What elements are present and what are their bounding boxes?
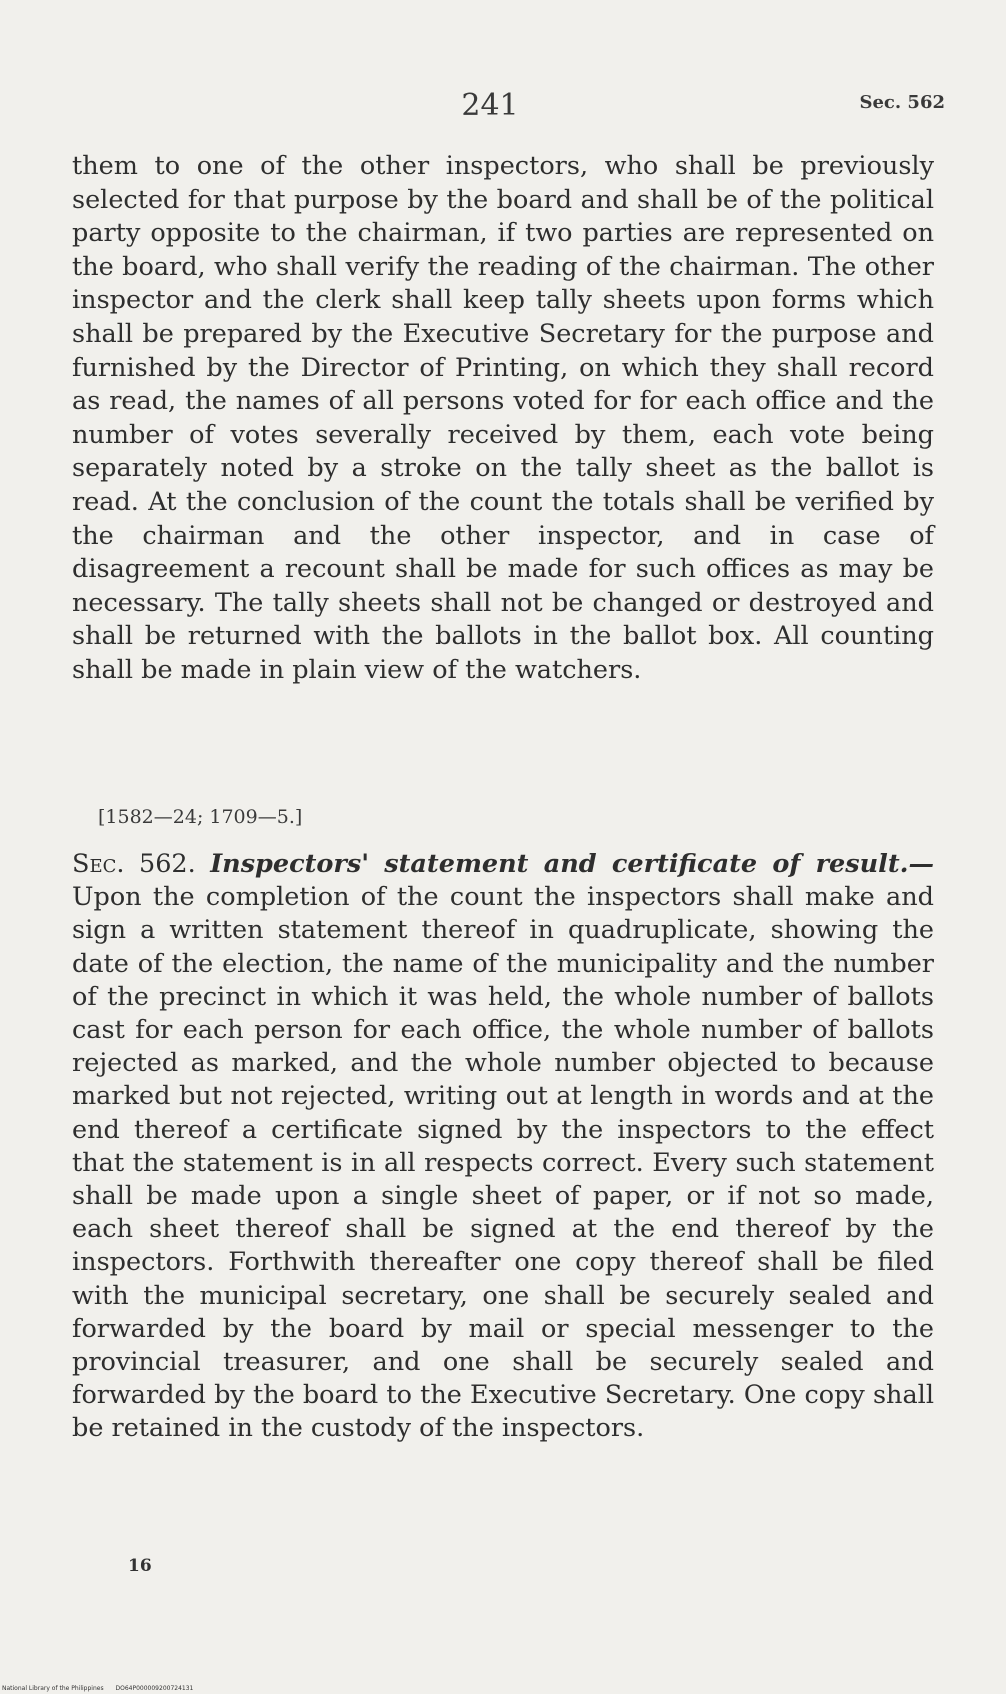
section-title: Inspectors' statement and certificate of result.—: [210, 849, 934, 879]
section-label: Sec. 562.: [72, 849, 196, 879]
printer-signature-mark: 16: [128, 1556, 152, 1576]
footer-id: DO64P000009200724131: [115, 1685, 194, 1692]
section-562: [72, 848, 934, 1446]
scan-footer: [2, 1685, 203, 1692]
body-paragraph-2: Upon the completion of the count the inspectors shall make and sign a written statement thereof in quadruplicate, showing the date of the election, the name of the municipality and the number of the precinct in which it was held, the whole number of ballots cast for each person for each office, the whole number of ballots rejected as marked, and the whole number objected to because marked but not rejected, writing out at length in words and at the end thereof a certificate signed by the inspectors to the effect that the statement is in all respects correct. Every such statement shall be made upon a single sheet of paper, or if not so made, each sheet thereof shall be signed at the end thereof by the inspectors. Forthwith thereafter one copy thereof shall be filed with the municipal secretary, one shall be securely sealed and forwarded by the board by mail or special messenger to the provincial treasurer, and one shall be securely sealed and forwarded by the board to the Executive Secretary. One copy shall be retained in the custody of the inspectors.: [72, 882, 934, 1444]
section-heading: [72, 849, 934, 879]
footer-library: National Library of the Philippines: [2, 1685, 104, 1692]
legal-citation: [1582—24; 1709—5.]: [98, 806, 303, 828]
body-paragraph-1: them to one of the other inspectors, who shall be previously selected for that purpose by the board and shall be of the political party opposite to the chairman, if two parties are represented on the board, who shall verify the reading of the chairman. The other inspector and the clerk shall keep tally sheets upon forms which shall be prepared by the Executive Secretary for the purpose and furnished by the Director of Printing, on which they shall record as read, the names of all persons voted for for each office and the number of votes severally received by them, each vote being separately noted by a stroke on the tally sheet as the ballot is read. At the conclusion of the count the totals shall be verified by the chairman and the other inspector, and in case of disagreement a recount shall be made for such offices as may be necessary. The tally sheets shall not be changed or destroyed and shall be returned with the ballots in the ballot box. All counting shall be made in plain view of the watchers.: [72, 151, 934, 685]
page-number: 241: [461, 88, 519, 123]
running-section-ref: Sec. 562: [859, 92, 945, 113]
